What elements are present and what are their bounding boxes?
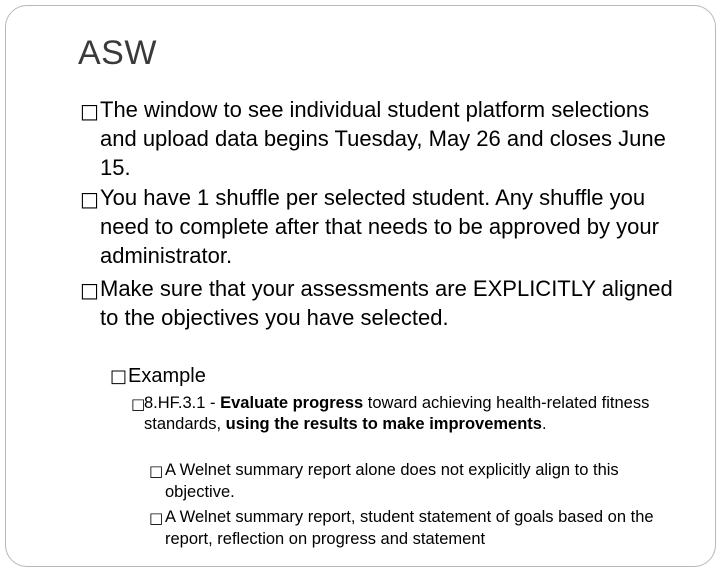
- square-bullet-icon: □: [131, 395, 146, 413]
- sub-bullet-welnet-alone: [149, 459, 685, 503]
- square-bullet-icon: □: [80, 278, 99, 302]
- objective-middle-text: toward achieving health-related fitness standards,: [144, 394, 650, 433]
- sub-bullet-objective: [131, 393, 664, 435]
- bullet-item-assessments: [80, 274, 680, 332]
- bullet-text: The window to see individual student platform selections and upload data begins Tuesday, May 26 and closes June 15.: [100, 97, 666, 180]
- sub-bullet-welnet-report: [149, 506, 685, 550]
- bullet-text: You have 1 shuffle per selected student. Any shuffle you need to complete after that needs to be approved by your administrator.: [100, 185, 659, 268]
- square-bullet-icon: □: [110, 366, 128, 387]
- bullet-text: Example: [128, 365, 206, 387]
- objective-bold-phrase: using the results to make improvements: [225, 415, 542, 433]
- sub-bullet-example: [110, 363, 688, 389]
- bullet-item-window: [80, 95, 680, 182]
- bullet-item-shuffle: [80, 183, 680, 270]
- objective-bold-verb: Evaluate progress: [220, 394, 364, 412]
- slide-title: ASW: [78, 34, 157, 72]
- square-bullet-icon: □: [80, 99, 99, 123]
- square-bullet-icon: □: [149, 509, 164, 527]
- bullet-text: A Welnet summary report alone does not explicitly align to this objective.: [165, 461, 619, 501]
- square-bullet-icon: □: [149, 462, 164, 480]
- objective-code: 8.HF.3.1 -: [144, 394, 221, 412]
- objective-end-text: .: [541, 415, 547, 433]
- bullet-text: A Welnet summary report, student statement of goals based on the report, reflection on progress and statement: [165, 508, 654, 548]
- square-bullet-icon: □: [80, 187, 99, 211]
- bullet-text: Make sure that your assessments are EXPLICITLY aligned to the objectives you have selected.: [100, 276, 673, 330]
